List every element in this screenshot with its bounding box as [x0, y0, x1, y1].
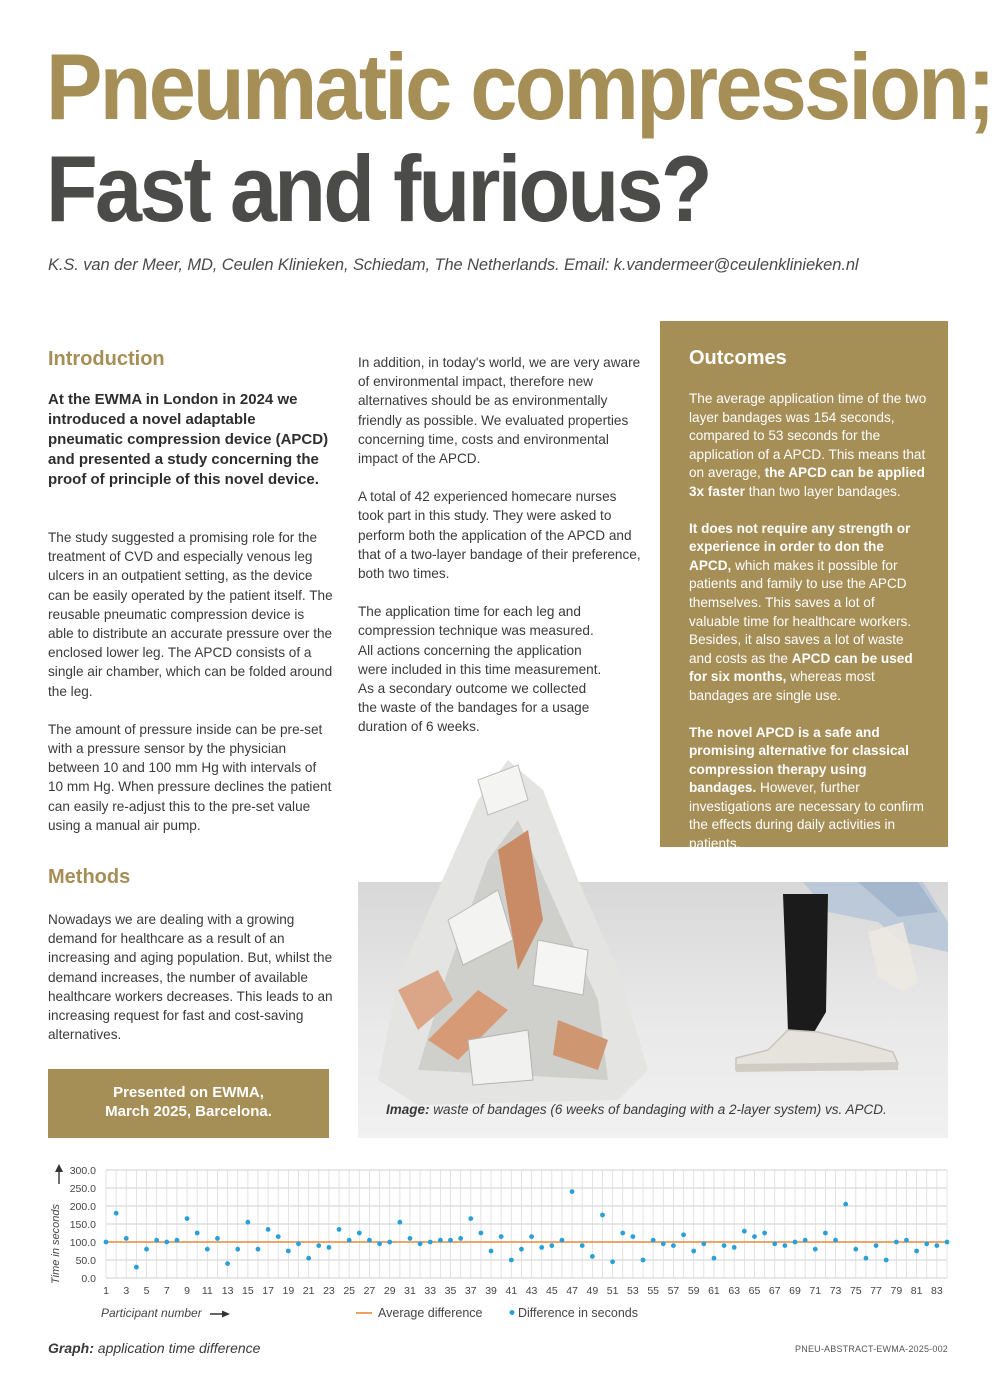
x-axis-arrow-icon [210, 1311, 230, 1318]
graph-caption [48, 1340, 260, 1356]
data-point [205, 1247, 210, 1252]
introduction-paragraph-1: The study suggested a promising role for the treatment of CVD and especially venous leg ulcers in an outpatient setting, as the device can be easily operated by the patient itself. The reusable pneumatic compression device is able to distribute an accurate pressure over the enclosed lower leg. The APCD consists of a single air chamber, which can be folded around the leg. [48, 530, 333, 699]
data-point [945, 1240, 950, 1245]
image-caption-text: waste of bandages (6 weeks of bandaging with a 2-layer system) vs. APCD. [429, 1102, 887, 1117]
x-tick-label: 65 [748, 1285, 761, 1297]
x-tick-label: 7 [163, 1285, 170, 1297]
data-point [438, 1238, 443, 1243]
x-tick-label: 45 [545, 1285, 558, 1297]
outcomes-text: The average application time of the two layer bandages was 154 seconds, compared to 53 seconds for the application of a APCD. This means that on average, [689, 391, 927, 481]
middle-column [358, 353, 643, 756]
data-point [225, 1261, 230, 1266]
x-tick-label: 23 [323, 1285, 335, 1297]
x-tick-labels [103, 1285, 943, 1297]
data-point [256, 1247, 261, 1252]
x-tick-label: 67 [768, 1285, 781, 1297]
data-point [762, 1231, 767, 1236]
x-tick-label: 71 [809, 1285, 822, 1297]
data-point [195, 1231, 200, 1236]
methods-paragraph-3: A total of 42 experienced homecare nurses took part in this study. They were asked to perform both the application of the APCD and that of a two-layer bandage of their preference, both two times. [358, 489, 641, 582]
data-point [914, 1249, 919, 1254]
x-tick-label: 55 [647, 1285, 660, 1297]
data-point [701, 1241, 706, 1246]
y-tick-label: 300.0 [69, 1165, 96, 1177]
x-tick-label: 27 [363, 1285, 376, 1297]
chart-grid [106, 1170, 947, 1278]
x-tick-label: 53 [627, 1285, 639, 1297]
graph-caption-text: application time difference [93, 1340, 261, 1356]
data-point [144, 1247, 149, 1252]
data-point [590, 1254, 595, 1259]
x-tick-label: 79 [890, 1285, 903, 1297]
x-tick-label: 41 [505, 1285, 518, 1297]
data-point [712, 1256, 717, 1261]
y-tick-label: 150.0 [69, 1219, 96, 1231]
data-point [681, 1232, 686, 1237]
title-line-2: Fast and furious? [46, 136, 710, 241]
x-tick-label: 81 [910, 1285, 923, 1297]
data-point [651, 1238, 656, 1243]
outcomes-emphasis: It does not require any strength or experience in order to don the APCD, [689, 520, 911, 573]
data-point [499, 1234, 504, 1239]
data-point [306, 1256, 311, 1261]
data-point [347, 1238, 352, 1243]
x-tick-label: 3 [123, 1285, 130, 1297]
x-tick-label: 1 [103, 1285, 109, 1297]
y-tick-labels [70, 1165, 96, 1285]
data-point [408, 1236, 413, 1241]
introduction-lead: At the EWMA in London in 2024 we introduced a novel adaptable pneumatic compression device (APCD) and presented a study concerning the proof of principle of this novel device. [48, 391, 329, 488]
methods-heading: Methods [48, 866, 131, 888]
x-tick-label: 9 [184, 1285, 190, 1297]
x-tick-label: 29 [383, 1285, 396, 1297]
data-point [549, 1243, 554, 1248]
y-tick-label: 0.0 [81, 1273, 96, 1285]
data-point [175, 1238, 180, 1243]
x-tick-label: 49 [586, 1285, 599, 1297]
data-point [114, 1211, 119, 1216]
data-point [752, 1234, 757, 1239]
presented-line-2: March 2025, Barcelona. [105, 1103, 272, 1120]
data-point [843, 1202, 848, 1207]
data-point [519, 1247, 524, 1252]
x-tick-label: 59 [687, 1285, 700, 1297]
apcd-sleeve [783, 894, 828, 1034]
data-point [387, 1240, 392, 1245]
legend-points-label: Difference in seconds [518, 1306, 638, 1320]
data-point [134, 1265, 139, 1270]
outcomes-paragraph-1 [689, 390, 928, 502]
introduction-paragraph-2: The amount of pressure inside can be pre-set with a pressure sensor by the physician between 10 and 100 mm Hg with intervals of 10 mm Hg. When pressure declines the patient can easily re-adjust this to the pre-set value using a manual air pump. [48, 721, 332, 833]
data-point [529, 1234, 534, 1239]
x-tick-label: 5 [143, 1285, 150, 1297]
x-tick-label: 15 [242, 1285, 254, 1297]
legend-average-label: Average difference [378, 1306, 483, 1320]
data-point [803, 1238, 808, 1243]
author-line: K.S. van der Meer, MD, Ceulen Klinieken, Schiedam, The Netherlands. Email: k.vandermeer@ceulenklinieken.nl [48, 256, 859, 274]
outcomes-paragraph-3 [689, 724, 928, 854]
data-point [813, 1247, 818, 1252]
data-points [104, 1189, 950, 1269]
x-tick-label: 37 [464, 1285, 477, 1297]
data-point [641, 1258, 646, 1263]
page-title [46, 34, 993, 241]
data-point [874, 1243, 879, 1248]
data-point [489, 1249, 494, 1254]
data-point [691, 1249, 696, 1254]
methods-paragraph-2: In addition, in today's world, we are very aware of environmental impact, therefore new alternatives should be as environmentally friendly as possible. We evaluated properties concerning time, costs and environmental impact of the APCD. [358, 355, 641, 467]
x-tick-label: 35 [444, 1285, 457, 1297]
data-point [448, 1238, 453, 1243]
data-point [570, 1189, 575, 1194]
outcomes-emphasis: APCD can be used for six months, [689, 650, 913, 685]
data-point [833, 1238, 838, 1243]
x-tick-label: 51 [606, 1285, 619, 1297]
data-point [367, 1238, 372, 1243]
y-tick-label: 200.0 [69, 1201, 96, 1213]
data-point [296, 1241, 301, 1246]
data-point [428, 1240, 433, 1245]
data-point [104, 1240, 109, 1245]
x-axis-label: Participant number [101, 1306, 202, 1320]
data-point [823, 1231, 828, 1236]
data-point [782, 1243, 787, 1248]
x-tick-label: 11 [201, 1285, 213, 1297]
data-point [164, 1240, 169, 1245]
bandage-pile-illustration [358, 740, 658, 1110]
y-tick-label: 50.0 [75, 1255, 96, 1267]
x-tick-label: 19 [282, 1285, 295, 1297]
presented-line-1: Presented on EWMA, [113, 1084, 264, 1101]
x-tick-label: 39 [485, 1285, 497, 1297]
x-tick-label: 43 [525, 1285, 538, 1297]
outcomes-text: whereas most bandages are single use. [689, 669, 875, 703]
outcomes-text: which makes it possible for patients and family to use the APCD themselves. This saves a lot of valuable time for healthcare workers. Besides, it also saves a lot of waste and costs as the [689, 557, 912, 666]
data-point [772, 1241, 777, 1246]
x-tick-label: 57 [667, 1285, 680, 1297]
x-tick-label: 25 [343, 1285, 356, 1297]
x-tick-label: 63 [728, 1285, 741, 1297]
data-point [316, 1243, 321, 1248]
outcomes-text: However, further investigations are necessary to confirm the effects during daily activities in patients. [689, 780, 924, 852]
data-point [864, 1256, 869, 1261]
data-point [560, 1238, 565, 1243]
outcomes-emphasis: The novel APCD is a safe and promising alternative for classical compression therapy using bandages. [689, 724, 909, 796]
data-point [742, 1229, 747, 1234]
x-tick-label: 17 [262, 1285, 274, 1297]
presented-box [48, 1069, 329, 1138]
data-point [377, 1241, 382, 1246]
x-tick-label: 75 [849, 1285, 862, 1297]
x-tick-label: 73 [829, 1285, 842, 1297]
image-caption-label: Image: [386, 1102, 430, 1117]
data-point [904, 1238, 909, 1243]
data-point [539, 1245, 544, 1250]
data-point [732, 1245, 737, 1250]
x-tick-label: 47 [566, 1285, 578, 1297]
data-point [215, 1236, 220, 1241]
white-wrapper-2 [533, 940, 588, 995]
x-tick-label: 69 [789, 1285, 801, 1297]
data-point [580, 1243, 585, 1248]
data-point [509, 1258, 514, 1263]
x-tick-label: 31 [404, 1285, 416, 1297]
data-point [418, 1241, 423, 1246]
data-point [235, 1247, 240, 1252]
data-point [924, 1241, 929, 1246]
data-point [276, 1234, 281, 1239]
application-time-chart [40, 1160, 960, 1330]
document-code: PNEU-ABSTRACT-EWMA-2025-002 [795, 1344, 948, 1354]
data-point [894, 1240, 899, 1245]
data-point [853, 1247, 858, 1252]
x-tick-label: 21 [302, 1285, 315, 1297]
data-point [458, 1236, 463, 1241]
data-point [610, 1259, 615, 1264]
x-tick-label: 33 [424, 1285, 437, 1297]
data-point [884, 1258, 889, 1263]
data-point [286, 1249, 291, 1254]
data-point [671, 1243, 676, 1248]
image-caption [386, 1102, 887, 1117]
x-tick-label: 77 [870, 1285, 882, 1297]
data-point [327, 1245, 332, 1250]
data-point [124, 1236, 129, 1241]
data-point [722, 1243, 727, 1248]
methods-paragraph-4: The application time for each leg and compression technique was measured. All actions concerning the application were included in this time measurement. As a secondary outcome we collected the waste of the bandages for a usage duration of 6 weeks. [358, 604, 602, 735]
data-point [337, 1227, 342, 1232]
data-point [468, 1216, 473, 1221]
data-point [357, 1231, 362, 1236]
data-point [266, 1227, 271, 1232]
x-tick-label: 13 [221, 1285, 234, 1297]
x-tick-label: 83 [931, 1285, 943, 1297]
x-tick-label: 61 [708, 1285, 720, 1297]
data-point [185, 1216, 190, 1221]
y-axis-label: Time in seconds [50, 1204, 62, 1284]
outcomes-box [660, 321, 948, 852]
outcomes-text: than two layer bandages. [744, 483, 901, 499]
data-point [934, 1243, 939, 1248]
outcomes-paragraph-2 [689, 520, 928, 706]
data-point [245, 1220, 250, 1225]
data-point [397, 1220, 402, 1225]
graph-caption-label: Graph: [48, 1340, 94, 1356]
y-tick-label: 250.0 [69, 1183, 96, 1195]
methods-paragraph-1: Nowadays we are dealing with a growing demand for healthcare as a result of an increasing and aging population. But, whilst the demand increases, the number of available healthcare workers decreases. This leads to an increasing request for fast and cost-saving alternatives. [48, 912, 333, 1043]
data-point [154, 1238, 159, 1243]
data-point [630, 1234, 635, 1239]
introduction-heading: Introduction [48, 348, 165, 370]
title-line-1: Pneumatic compression; [46, 34, 993, 139]
data-point [661, 1241, 666, 1246]
outcomes-emphasis: the APCD can be applied 3x faster [689, 465, 925, 499]
data-point [479, 1231, 484, 1236]
data-point [620, 1231, 625, 1236]
data-point [600, 1213, 605, 1218]
methods-column [48, 910, 333, 1063]
introduction-column [48, 390, 333, 854]
data-point [793, 1240, 798, 1245]
y-axis-arrow-icon [55, 1164, 63, 1184]
white-wrapper-3 [468, 1030, 533, 1085]
outcomes-heading: Outcomes [689, 347, 787, 369]
legend-point-swatch [510, 1310, 515, 1315]
y-tick-label: 100.0 [69, 1237, 96, 1249]
